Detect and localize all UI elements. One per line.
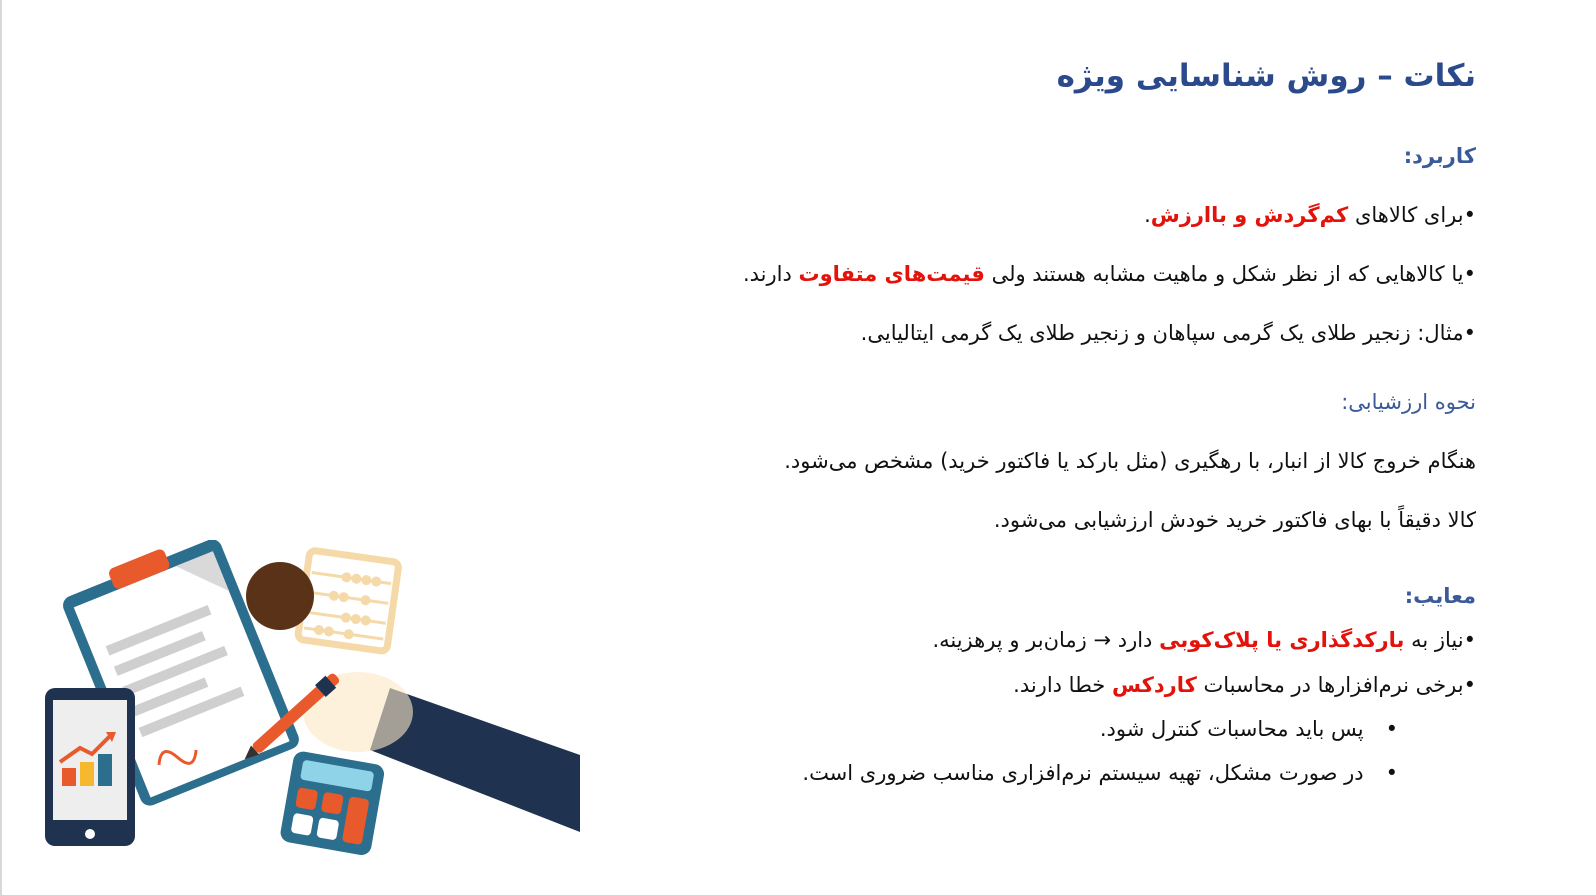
accounting-illustration	[40, 540, 600, 870]
coffee-cup-icon	[246, 562, 314, 630]
drawback-item-2	[1013, 673, 1476, 697]
valuation-line-1: هنگام خروج کالا از انبار، با رهگیری (مثل بارکد یا فاکتور خرید) مشخص می‌شود.	[784, 449, 1476, 473]
drawback-subitem-1	[1100, 717, 1398, 741]
drawback-subitem-1-text: پس باید محاسبات کنترل شود.	[1099, 717, 1364, 741]
drawbacks-heading: معایب:	[1404, 584, 1476, 608]
drawback-item-1-highlight: بارکدگذاری یا پلاک‌کوبی	[1159, 628, 1405, 652]
usage-item-1-highlight: کم‌گردش و باارزش	[1150, 203, 1349, 227]
usage-item-1-end: .	[1144, 203, 1151, 227]
drawback-item-2-text: برخی نرم‌افزارها در محاسبات	[1196, 673, 1464, 697]
drawback-item-1-text: نیاز به	[1404, 628, 1464, 652]
drawback-item-2-end: خطا دارند.	[1013, 673, 1112, 697]
bullet: •	[1385, 761, 1398, 785]
drawback-item-2-highlight: کاردکس	[1111, 673, 1197, 697]
usage-item-3-text: مثال: زنجیر طلای یک گرمی سپاهان و زنجیر طلای یک گرمی ایتالیایی.	[860, 321, 1464, 345]
drawback-subitem-2	[802, 761, 1398, 785]
usage-item-2-end: دارند.	[742, 262, 799, 286]
bullet: •	[1463, 628, 1476, 652]
usage-item-2-highlight: قیمت‌های متفاوت	[798, 262, 985, 286]
bullet: •	[1463, 262, 1476, 286]
slide-edge	[0, 0, 2, 895]
bullet: •	[1463, 203, 1476, 227]
slide-title: نکات – روش شناسایی ویژه	[1056, 58, 1476, 94]
usage-heading: کاربرد:	[1403, 144, 1476, 168]
usage-item-2-text: یا کالاهایی که از نظر شکل و ماهیت مشابه هستند ولی	[984, 262, 1464, 286]
usage-item-1	[1144, 203, 1476, 227]
drawback-subitem-2-text: در صورت مشکل، تهیه سیستم نرم‌افزاری مناسب ضروری است.	[802, 761, 1364, 785]
smartphone-chart-icon	[45, 688, 135, 846]
valuation-heading: نحوه ارزشیابی:	[1341, 390, 1476, 414]
bullet: •	[1385, 717, 1398, 741]
calculator-icon	[279, 750, 386, 857]
bullet: •	[1463, 321, 1476, 345]
bullet: •	[1463, 673, 1476, 697]
valuation-line-2: کالا دقیقاً با بهای فاکتور خرید خودش ارزشیابی می‌شود.	[993, 508, 1476, 532]
drawback-item-1	[932, 628, 1476, 652]
usage-item-3	[861, 321, 1476, 345]
usage-item-2	[743, 262, 1476, 286]
usage-item-1-text: برای کالاهای	[1348, 203, 1464, 227]
drawback-item-1-end: دارد → زمان‌بر و پرهزینه.	[932, 628, 1160, 652]
